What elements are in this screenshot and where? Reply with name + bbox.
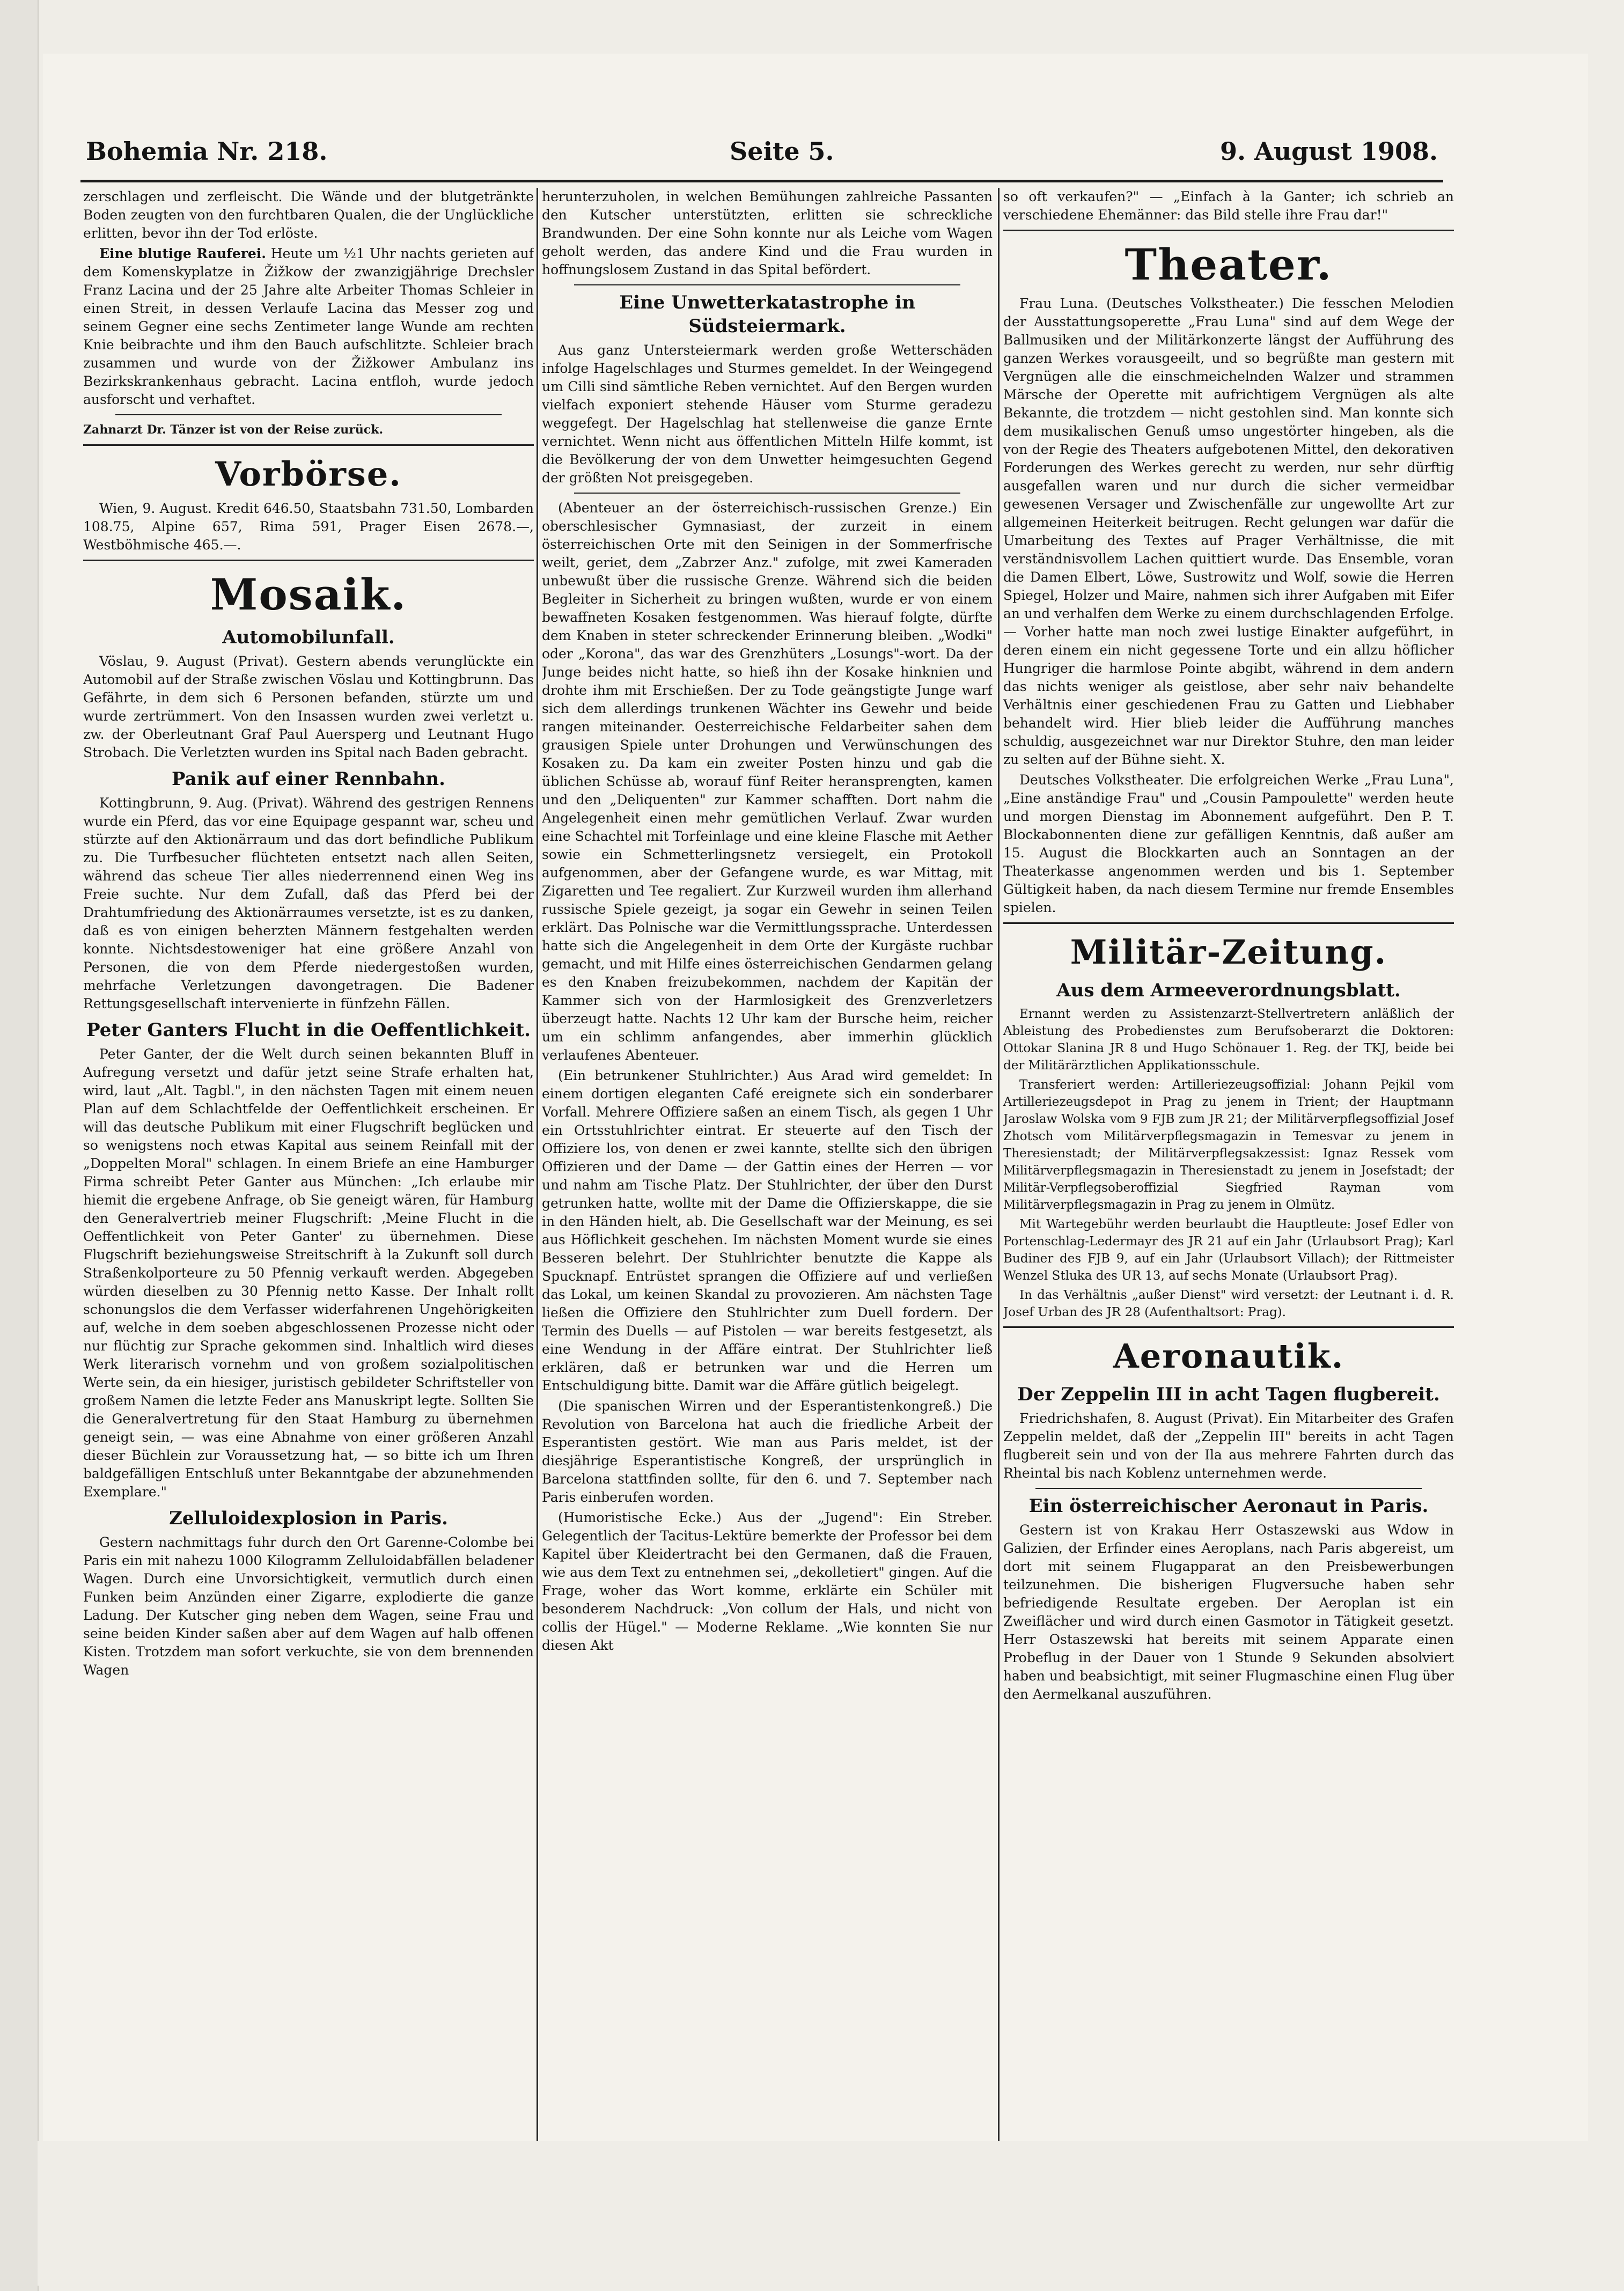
column-rule	[998, 188, 1000, 2146]
divider	[1003, 230, 1454, 231]
section-title-aeronautik: Aeronautik.	[1113, 1337, 1344, 1376]
header-rule	[80, 180, 1443, 182]
article-text: (Humoristische Ecke.) Aus der „Jugend": Ein Streber. Gelegentlich der Tacitus-Lektüre bemerkte der Professor bei dem Kapitel über Kleidertracht bei den Germanen, daß die Frauen, wie aus dem Text zu entnehmen sei, „dekolletiert" gingen. Auf die Frage, woher das Wort komme, erklärte ein Schüler mit besonderem Nachdruck: „Von collum der Hals, und nicht von collis der Hügel." — Moderne Reklame. „Wie konnten Sie nur diesen Akt	[542, 1510, 993, 1653]
article-headline: Zelluloidexplosion in Paris.	[169, 1508, 448, 1529]
article-text: (Ein betrunkener Stuhlrichter.) Aus Arad wird gemeldet: In einem dortigen eleganten Café ereignete sich ein sonderbarer Vorfall. Mehrere Offiziere saßen an einem Tisch, als gegen 1 Uhr ein Ortsstuhlrichter eintrat. Er steuerte auf den Tisch der Offiziere los, von denen er zwei kannte, stellte sich den übrigen Offizieren und der Dame — der Gattin eines der Herren — vor und nahm am Tische Platz. Der Stuhlrichter, der über den Durst getrunken hatte, wollte mit der Dame die Offizierskappe, die sie in den Händen hielt, ab. Die Gesellschaft war der Meinung, es sei aus Höflichkeit geschehen. Im nächsten Moment wurde sie eines Besseren belehrt. Der Stuhlrichter benutzte die Kappe als Spucknapf. Entrüstet sprangen die Offiziere auf und verließen das Lokal, um keinen Skandal zu provozieren. Am nächsten Tage ließen die Offiziere den Stuhlrichter zum Duell fordern. Der Termin des Duells — auf Pistolen — war bereits festgesetzt, als eine Wendung in der Affäre eintrat. Der Stuhlrichter ließ erklären, daß er betrunken war und die Herren um Entschuldigung bitte. Damit war die Affäre gütlich beigelegt.	[542, 1068, 993, 1393]
divider	[1003, 1326, 1454, 1328]
left-page-edge	[0, 0, 39, 2291]
article-text: Mit Wartegebühr werden beurlaubt die Hauptleute: Josef Edler von Portenschlag-Ledermayr des JR 21 auf ein Jahr (Urlaubsort Prag); Karl Budiner des FJB 9, auf ein Jahr (Urlaubsort Villach); der Rittmeister Wenzel Stluka des UR 13, auf sechs Monate (Urlaubsort Prag).	[1003, 1217, 1454, 1283]
article-text: herunterzuholen, in welchen Bemühungen zahlreiche Passanten den Kutscher unterstützten, erlitten sie schreckliche Brandwunden. Der eine Sohn konnte nur als Leiche vom Wagen geholt werden, das andere Kind und die Frau wurden in hoffnungslosem Zustand in das Spital befördert.	[542, 189, 993, 277]
section-title-militaer: Militär-Zeitung.	[1070, 932, 1387, 972]
article-text: Ernannt werden zu Assistenzarzt-Stellvertretern anläßlich der Ableistung des Probedienstes zum Berufsoberarzt die Doktoren: Ottokar Slanina JR 8 und Hugo Schönauer 1. Reg. der TKJ, beide bei der Militärärztlichen Applikationsschule.	[1003, 1007, 1454, 1073]
divider	[83, 444, 534, 446]
section-title-theater: Theater.	[1125, 239, 1333, 290]
article-text: zerschlagen und zerfleischt. Die Wände und der blutgetränkte Boden zeugten von den furchtbaren Qualen, die der Unglückliche erlitten, bevor ihn der Tod erlöste.	[83, 189, 534, 241]
article-text: In das Verhältnis „außer Dienst" wird versetzt: der Leutnant i. d. R. Josef Urban des JR 28 (Aufenthaltsort: Prag).	[1003, 1288, 1454, 1319]
article-headline: Automobilunfall.	[222, 627, 395, 648]
header-date: 9. August 1908.	[1220, 137, 1438, 166]
section-title-vorboerse: Vorbörse.	[215, 454, 402, 494]
article-text: Deutsches Volkstheater. Die erfolgreichen Werke „Frau Luna", „Eine anständige Frau" und „Cousin Pampoulette" werden heute und morgen Dienstag im Abonnement aufgeführt. Den P. T. Blockabonnenten diene zur gefälligen Kenntnis, daß außer am 15. August die Blockkarten auch an Sonntagen an der Theaterkasse angenommen werden und bis 1. September Gültigkeit haben, da nach diesem Termine nur fremde Ensembles spielen.	[1003, 772, 1454, 915]
article-headline: Ein österreichischer Aeronaut in Paris.	[1028, 1495, 1429, 1517]
column-rule	[537, 188, 538, 2146]
page-header	[86, 137, 1438, 174]
article-headline: Panik auf einer Rennbahn.	[172, 768, 445, 790]
article-headline: Eine Unwetterkatastrophe in Südsteiermark.	[619, 292, 915, 337]
header-page-number: Seite 5.	[730, 137, 834, 166]
article-text: (Die spanischen Wirren und der Esperantistenkongreß.) Die Revolution von Barcelona hat auch die friedliche Arbeit der Esperantisten gestört. Wie man aus Paris meldet, ist der diesjährige Esperantistische Kongreß, der ursprünglich in Barcelona stattfinden sollte, für den 6. und 7. September nach Paris einberufen worden.	[542, 1398, 993, 1505]
article-text: Frau Luna. (Deutsches Volkstheater.) Die fesschen Melodien der Ausstattungsoperette „Frau Luna" sind auf dem Wege der Ballmusiken und der Militärkonzerte längst der Aufführung des ganzen Werkes vorausgeeilt, und so begrüßte man gestern mit Vergnügen alle die einschmeichelnden Walzer und strammen Märsche der Operette mit aufrichtigem Vergnügen als alte Bekannte, die trotzdem — nicht gestohlen sind. Man konnte sich dem musikalischen Genuß umso ungestörter hingeben, als die von der Regie des Theaters aufgebotenen Mittel, den dekorativen Forderungen des Werkes gerecht zu werden, nur sehr dürftig ausgefallen waren und nur durch die sicher vermeidbar gewesenen Versager und Zwischenfälle zur ungewollte Art zur allgemeinen Heiterkeit beitrugen. Recht gelungen war dafür die Umarbeitung des Textes auf Prager Verhältnisse, die mit verständnisvollem Lachen quittiert wurde. Das Ensemble, voran die Damen Elbert, Löwe, Sustrowitz und Wolf, sowie die Herren Spiegel, Holzer und Maire, nahmen sich ihrer Aufgaben mit Eifer an und verhalfen dem Werke zu einem durchschlagenden Erfolge. — Vorher hatte man noch zwei lustige Einakter aufgeführt, in deren einem ein nicht gegessene Torte und ein allzu höflicher Hungriger die harmlose Pointe abgibt, während in dem andern das nichts weniger als geistlose, aber sehr naiv behandelte Verhältnis einer geschiedenen Frau zu Gatten und Liebhaber behandelt wird. Hier blieb leider die Aufführung manches schuldig, ausgezeichnet war nur Direktor Stuhre, den man leider zu selten auf der Bühne sieht. X.	[1003, 296, 1454, 767]
article-text: Peter Ganter, der die Welt durch seinen bekannten Bluff in Aufregung versetzt und dafür jetzt seine Strafe erhalten hat, wird, laut „Alt. Tagbl.", in den nächsten Tagen mit einem neuen Plan auf dem Schlachtfelde der Oeffentlichkeit erscheinen. Er will das deutsche Publikum mit einer Flugschrift beglücken und so wenigstens noch etwas Kapital aus seinem Reinfall mit der „Doppelten Moral" schlagen. In einem Briefe an eine Hamburger Firma schreibt Peter Ganter aus München: „Ich erlaube mir hiemit die ergebene Anfrage, ob Sie geneigt wären, für Hamburg den Generalvertrieb meiner Flugschrift: ‚Meine Flucht in die Oeffentlichkeit von Peter Ganter' zu übernehmen. Diese Flugschrift beziehungsweise Streitschrift à la Zukunft soll durch Straßenkolporteure zu 50 Pfennig verkauft werden. Abgegeben würden dieselben zu 30 Pfennig netto Kasse. Der Inhalt rollt schonungslos die dem Verfasser widerfahrenen Ungehörigkeiten auf, welche in dem soeben abgeschlossenen Prozesse nicht oder nur flüchtig zur Sprache gekommen sind. Inhaltlich wird dieses Werk literarisch vornehm und von großem sozialpolitischen Werte sein, da ein hiesiger, juristisch gebildeter Schriftsteller von großem Namen die letzte Feder ans Manuskript legte. Sollten Sie die Generalvertretung für den Staat Hamburg zu übernehmen geneigt sein, — was eine Abnahme von einer größeren Anzahl dieser Büchlein zur Voraussetzung hat, — so bitte ich um Ihren baldgefälligen Entschluß unter Bekanntgabe der abzunehmenden Exemplare."	[83, 1046, 534, 1500]
column-3	[1003, 188, 1454, 2146]
article-text: Vöslau, 9. August (Privat). Gestern abends verunglückte ein Automobil auf der Straße zwischen Vöslau und Kottingbrunn. Das Gefährte, in dem sich 6 Personen befanden, stürzte um und wurde zertrümmert. Von den Insassen wurden zwei verletzt u. zw. der Oberleutnant Graf Paul Auersperg und Leutnant Hugo Strobach. Die Verletzten wurden ins Spital nach Baden gebracht.	[83, 653, 534, 760]
divider	[574, 284, 960, 285]
article-text: so oft verkaufen?" — „Einfach à la Ganter; ich schrieb an verschiedene Ehemänner: das Bild stelle ihre Frau dar!"	[1003, 189, 1454, 223]
divider	[115, 414, 502, 415]
article-text: Gestern ist von Krakau Herr Ostaszewski aus Wdow in Galizien, der Erfinder eines Aeroplans, nach Paris abgereist, um dort mit seinem Flugapparat an den Preisbewerbungen teilzunehmen. Die bisherigen Flugversuche haben sehr befriedigende Resultate ergeben. Der Aeroplan ist ein Zweiflächer und wird durch einen Gasmotor in Tätigkeit gesetzt. Herr Ostaszewski hat bereits mit seinem Apparate einen Probeflug in der Dauer von 1 Stunde 9 Sekunden absolviert haben und beabsichtigt, mit seiner Flugmaschine einen Flug über den Aermelkanal auszuführen.	[1003, 1522, 1454, 1702]
section-title-mosaik: Mosaik.	[210, 569, 407, 620]
column-1	[83, 188, 534, 2146]
article-text: Transferiert werden: Artilleriezeugsoffizial: Johann Pejkil vom Artilleriezeugsdepot in Prag zu jenem in Trient; der Hauptmann Jaroslaw Wolska vom 9 FJB zum JR 21; der Militärverpflegsoffizial Josef Zhotsch vom Militärverpflegsmagazin in Temesvar zu jenem in Theresienstadt; der Militärverpflegsakzessist: Ignaz Ressek vom Militärverpflegsmagazin in Theresienstadt zu jenem in Josefstadt; der Militär-Verpflegsoberoffizial Siegfried Rayman vom Militärverpflegsmagazin in Prag zu jenem in Olmütz.	[1003, 1078, 1454, 1212]
article-headline: Der Zeppelin III in acht Tagen flugbereit.	[1017, 1384, 1440, 1405]
article-text: Kottingbrunn, 9. Aug. (Privat). Während des gestrigen Rennens wurde ein Pferd, das vor eine Equipage gespannt war, scheu und stürzte auf den Aktionärraum und das dort befindliche Publikum zu. Die Turfbesucher flüchteten entsetzt nach allen Seiten, während das scheue Tier alles niederrennend einen Weg ins Freie suchte. Nur dem Zufall, daß das Pferd bei der Drahtumfriedung des Aktionärraumes versetzte, ist es zu danken, daß es von einigen beherzten Männern festgehalten werden konnte. Nichtsdestoweniger hat eine größere Anzahl von Personen, die von dem Pferde niedergestoßen wurden, mehrfache Verletzungen davongetragen. Die Badener Rettungsgesellschaft intervenierte in fünfzehn Fällen.	[83, 795, 534, 1011]
bottom-margin	[38, 2141, 1620, 2286]
article-headline: Aus dem Armeeverordnungsblatt.	[1056, 980, 1401, 1001]
divider	[1035, 1488, 1422, 1489]
divider	[83, 560, 534, 561]
column-2	[542, 188, 993, 2146]
stock-report: Wien, 9. August. Kredit 646.50, Staatsbahn 731.50, Lombarden 108.75, Alpine 657, Rima 591, Prager Eisen 2678.—, Westböhmische 465.—.	[83, 501, 534, 553]
article-text: Friedrichshafen, 8. August (Privat). Ein Mitarbeiter des Grafen Zeppelin meldet, daß der „Zeppelin III" bereits in acht Tagen flugbereit sein und von der Ila aus mehrere Fahrten durch das Rheintal bis nach Koblenz unternehmen werde.	[1003, 1411, 1454, 1481]
divider	[574, 493, 960, 494]
article-text: Aus ganz Untersteiermark werden große Wetterschäden infolge Hagelschlages und Sturmes gemeldet. In der Weingegend um Cilli sind sämtliche Reben vernichtet. Auf den Bergen wurden vielfach exponiert stehende Häuser vom Sturme geradezu weggefegt. Der Hagelschlag hat stellenweise die ganze Ernte vernichtet. Wenn nicht aus öffentlichen Mitteln Hilfe kommt, ist die Bevölkerung der von dem Unwetter heimgesuchten Gegend der größten Not preisgegeben.	[542, 342, 993, 486]
article-headline: Peter Ganters Flucht in die Oeffentlichkeit.	[86, 1019, 531, 1041]
notice: Zahnarzt Dr. Tänzer ist von der Reise zurück.	[83, 423, 384, 437]
article-text: Heute um ½1 Uhr nachts gerieten auf dem Komenskyplatze in Žižkow der zwanzigjährige Drechsler Franz Lacina und der 25 Jahre alte Arbeiter Thomas Schleier in einen Streit, in dessen Verlaufe Lacina das Messer zog und seinem Gegner eine sechs Zentimeter lange Wunde am rechten Knie beibrachte und ihm den Bauch aufschlitzte. Schleier brach zusammen und wurde von der Žižkower Ambulanz ins Bezirkskrankenhaus gebracht. Lacina entfloh, wurde jedoch ausforscht und verhaftet.	[83, 246, 534, 407]
article-text: (Abenteuer an der österreichisch-russischen Grenze.) Ein oberschlesischer Gymnasiast, der zurzeit in einem österreichischen Orte mit den Seinigen in der Sommerfrische weilt, geriet, dem „Zabrzer Anz." zufolge, mit zwei Kameraden unbewußt über die russische Grenze. Während sich die beiden Begleiter in Sicherheit zu bringen wußten, wurde er von einem bewaffneten Kosaken festgenommen. Was hierauf folgte, dürfte dem Knaben in steter schreckender Erinnerung bleiben. „Wodki" oder „Korona", das war des Grenzhüters „Losungs"-wort. Da der Junge beides nicht hatte, so hieß ihn der Kosake hinknien und drohte ihm mit Erschießen. Der zu Tode geängstigte Junge warf sich dem allerdings trunkenen Wächter ins Gewehr und beide rangen miteinander. Oesterreichische Feldarbeiter sahen dem grausigen Spiele unter Drohungen und Verwünschungen des Kosaken zu. Da kam ein zweiter Posten hinzu und gab die üblichen Schüsse ab, worauf fünf Reiter heransprengten, kamen und den „Deliquenten" zur Kammer schafften. Dort nahm die Angelegenheit einen mehr gemütlichen Verlauf. Zwar wurden eine Schachtel mit Torfeinlage und eine kleine Flasche mit Aether sowie ein Schmetterlingsnetz versiegelt, ein Protokoll aufgenommen, aber der Gefangene wurde, es war Mittag, mit Zigaretten und Tee regaliert. Zur Kurzweil wurden ihm allerhand russische Spiele gezeigt, ja sogar ein Gewehr in seinen Teilen erklärt. Das Polnische war die Vermittlungssprache. Unterdessen hatte sich die Angelegenheit in dem Orte der Kurgäste ruchbar gemacht, und mit Hilfe eines österreichischen Gendarmen gelang es den Knaben freizubekommen, nachdem der Kapitän der Kammer sich von der Harmlosigkeit des Grenzverletzers überzeugt hatte. Nachts 12 Uhr kam der Bursche heim, reicher um ein schlimm anfangendes, aber immerhin glücklich verlaufenes Abenteuer.	[542, 500, 993, 1063]
article-text: Gestern nachmittags fuhr durch den Ort Garenne-Colombe bei Paris ein mit nahezu 1000 Kilogramm Zelluloidabfällen beladener Wagen. Durch eine Unvorsichtigkeit, vermutlich durch einen Funken beim Anzünden einer Zigarre, explodierte die ganze Ladung. Der Kutscher ging neben dem Wagen, seine Frau und seine beiden Kinder saßen aber auf dem Wagen auf halb offenen Kisten. Trotzdem man sofort verkuchte, sie von dem brennenden Wagen	[83, 1534, 534, 1678]
header-masthead: Bohemia Nr. 218.	[86, 137, 328, 166]
article-headline: Eine blutige Rauferei.	[99, 246, 267, 261]
divider	[1003, 922, 1454, 924]
